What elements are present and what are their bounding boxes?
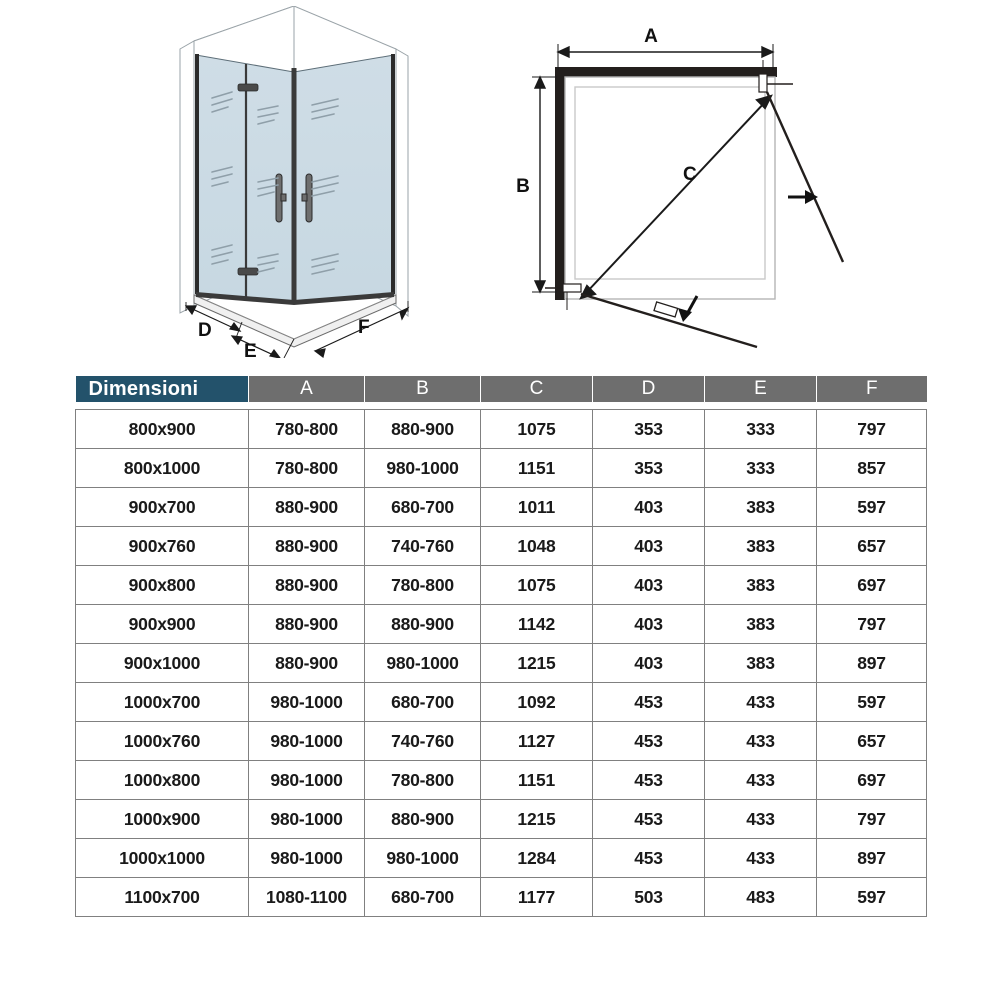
cell-size: 1000x800 bbox=[76, 761, 249, 800]
cell-size: 900x760 bbox=[76, 527, 249, 566]
cell-f: 897 bbox=[817, 644, 927, 683]
dimension-A bbox=[558, 44, 773, 70]
cell-d: 403 bbox=[593, 527, 705, 566]
cell-c: 1151 bbox=[481, 761, 593, 800]
cell-size: 800x1000 bbox=[76, 449, 249, 488]
table-row bbox=[76, 488, 927, 527]
cell-size: 1100x700 bbox=[76, 878, 249, 917]
table-header-e: E bbox=[705, 376, 817, 402]
cell-a: 1080-1100 bbox=[249, 878, 365, 917]
cell-f: 597 bbox=[817, 488, 927, 527]
swing-direction-arrows bbox=[678, 190, 818, 322]
table-row bbox=[76, 449, 927, 488]
cell-b: 680-700 bbox=[365, 683, 481, 722]
cell-f: 697 bbox=[817, 566, 927, 605]
cell-b: 980-1000 bbox=[365, 644, 481, 683]
cell-size: 1000x760 bbox=[76, 722, 249, 761]
cell-c: 1092 bbox=[481, 683, 593, 722]
cell-d: 503 bbox=[593, 878, 705, 917]
cell-f: 797 bbox=[817, 410, 927, 449]
cell-a: 880-900 bbox=[249, 566, 365, 605]
cell-f: 597 bbox=[817, 683, 927, 722]
dimensions-table bbox=[75, 376, 927, 917]
cell-e: 433 bbox=[705, 761, 817, 800]
table-row bbox=[76, 527, 927, 566]
cell-e: 333 bbox=[705, 410, 817, 449]
cell-b: 740-760 bbox=[365, 722, 481, 761]
cell-b: 880-900 bbox=[365, 800, 481, 839]
cell-b: 780-800 bbox=[365, 761, 481, 800]
plan-label-A: A bbox=[644, 26, 658, 47]
cell-d: 453 bbox=[593, 800, 705, 839]
table-header-c: C bbox=[481, 376, 593, 402]
table-header-f: F bbox=[817, 376, 927, 402]
table-header-a: A bbox=[249, 376, 365, 402]
table-spacer-cell bbox=[76, 402, 927, 410]
cell-c: 1215 bbox=[481, 644, 593, 683]
cell-size: 900x900 bbox=[76, 605, 249, 644]
cell-size: 900x1000 bbox=[76, 644, 249, 683]
cell-a: 880-900 bbox=[249, 527, 365, 566]
table-spacer-row bbox=[76, 402, 927, 410]
cell-d: 453 bbox=[593, 683, 705, 722]
cell-a: 980-1000 bbox=[249, 800, 365, 839]
cell-b: 880-900 bbox=[365, 410, 481, 449]
cell-f: 857 bbox=[817, 449, 927, 488]
door-swing-leaves bbox=[581, 92, 843, 347]
cell-d: 353 bbox=[593, 410, 705, 449]
diagram-area bbox=[0, 0, 1000, 372]
cell-a: 780-800 bbox=[249, 410, 365, 449]
cell-f: 797 bbox=[817, 605, 927, 644]
cell-size: 1000x1000 bbox=[76, 839, 249, 878]
cell-f: 797 bbox=[817, 800, 927, 839]
cell-size: 1000x900 bbox=[76, 800, 249, 839]
cell-e: 433 bbox=[705, 839, 817, 878]
cell-e: 383 bbox=[705, 566, 817, 605]
cell-c: 1284 bbox=[481, 839, 593, 878]
cell-b: 980-1000 bbox=[365, 449, 481, 488]
cell-f: 697 bbox=[817, 761, 927, 800]
table-row bbox=[76, 839, 927, 878]
cell-e: 383 bbox=[705, 527, 817, 566]
cell-a: 880-900 bbox=[249, 605, 365, 644]
door-handle-mark bbox=[654, 302, 678, 317]
cell-d: 453 bbox=[593, 839, 705, 878]
cell-f: 597 bbox=[817, 878, 927, 917]
cell-e: 383 bbox=[705, 644, 817, 683]
cell-a: 880-900 bbox=[249, 488, 365, 527]
cell-c: 1011 bbox=[481, 488, 593, 527]
dimension-B bbox=[532, 77, 557, 292]
cell-e: 433 bbox=[705, 800, 817, 839]
table-row bbox=[76, 761, 927, 800]
cell-b: 980-1000 bbox=[365, 839, 481, 878]
iso-label-D: D bbox=[198, 320, 212, 341]
cell-d: 453 bbox=[593, 722, 705, 761]
cell-a: 980-1000 bbox=[249, 722, 365, 761]
cell-size: 900x700 bbox=[76, 488, 249, 527]
dimensions-table-wrapper bbox=[75, 376, 926, 917]
cell-d: 403 bbox=[593, 605, 705, 644]
plan-label-C: C bbox=[683, 164, 697, 185]
cell-d: 403 bbox=[593, 644, 705, 683]
iso-label-F: F bbox=[358, 317, 370, 338]
dimension-C bbox=[581, 96, 771, 298]
cell-e: 383 bbox=[705, 488, 817, 527]
cell-b: 680-700 bbox=[365, 488, 481, 527]
cell-e: 433 bbox=[705, 683, 817, 722]
plan-label-B: B bbox=[516, 176, 530, 197]
cell-c: 1075 bbox=[481, 410, 593, 449]
table-row bbox=[76, 605, 927, 644]
isometric-shower-diagram bbox=[150, 6, 450, 358]
iso-label-E: E bbox=[244, 341, 257, 358]
table-row bbox=[76, 644, 927, 683]
cell-a: 780-800 bbox=[249, 449, 365, 488]
cell-f: 897 bbox=[817, 839, 927, 878]
wall-lines bbox=[555, 67, 777, 300]
hinge-marks bbox=[563, 60, 767, 310]
table-row bbox=[76, 722, 927, 761]
plan-view-diagram bbox=[505, 22, 965, 367]
cell-d: 403 bbox=[593, 566, 705, 605]
cell-a: 980-1000 bbox=[249, 761, 365, 800]
cell-d: 453 bbox=[593, 761, 705, 800]
table-body bbox=[76, 402, 927, 917]
tray-outline bbox=[565, 77, 775, 299]
cell-c: 1215 bbox=[481, 800, 593, 839]
table-header-row bbox=[76, 376, 927, 402]
cell-c: 1075 bbox=[481, 566, 593, 605]
cell-b: 780-800 bbox=[365, 566, 481, 605]
cell-c: 1048 bbox=[481, 527, 593, 566]
cell-e: 383 bbox=[705, 605, 817, 644]
cell-e: 333 bbox=[705, 449, 817, 488]
cell-d: 403 bbox=[593, 488, 705, 527]
cell-b: 740-760 bbox=[365, 527, 481, 566]
cell-c: 1151 bbox=[481, 449, 593, 488]
table-row bbox=[76, 410, 927, 449]
table-header-dimensioni: Dimensioni bbox=[76, 376, 249, 402]
cell-a: 980-1000 bbox=[249, 839, 365, 878]
table-row bbox=[76, 800, 927, 839]
cell-d: 353 bbox=[593, 449, 705, 488]
cell-f: 657 bbox=[817, 722, 927, 761]
table-row bbox=[76, 878, 927, 917]
table-header-b: B bbox=[365, 376, 481, 402]
cell-size: 900x800 bbox=[76, 566, 249, 605]
cell-size: 800x900 bbox=[76, 410, 249, 449]
cell-b: 680-700 bbox=[365, 878, 481, 917]
cell-e: 483 bbox=[705, 878, 817, 917]
cell-a: 980-1000 bbox=[249, 683, 365, 722]
cell-c: 1177 bbox=[481, 878, 593, 917]
table-header bbox=[76, 376, 927, 402]
cell-e: 433 bbox=[705, 722, 817, 761]
table-row bbox=[76, 683, 927, 722]
cell-size: 1000x700 bbox=[76, 683, 249, 722]
cell-c: 1142 bbox=[481, 605, 593, 644]
corner-post bbox=[292, 68, 297, 304]
cell-b: 880-900 bbox=[365, 605, 481, 644]
table-row bbox=[76, 566, 927, 605]
cell-f: 657 bbox=[817, 527, 927, 566]
cell-c: 1127 bbox=[481, 722, 593, 761]
cell-a: 880-900 bbox=[249, 644, 365, 683]
table-header-d: D bbox=[593, 376, 705, 402]
